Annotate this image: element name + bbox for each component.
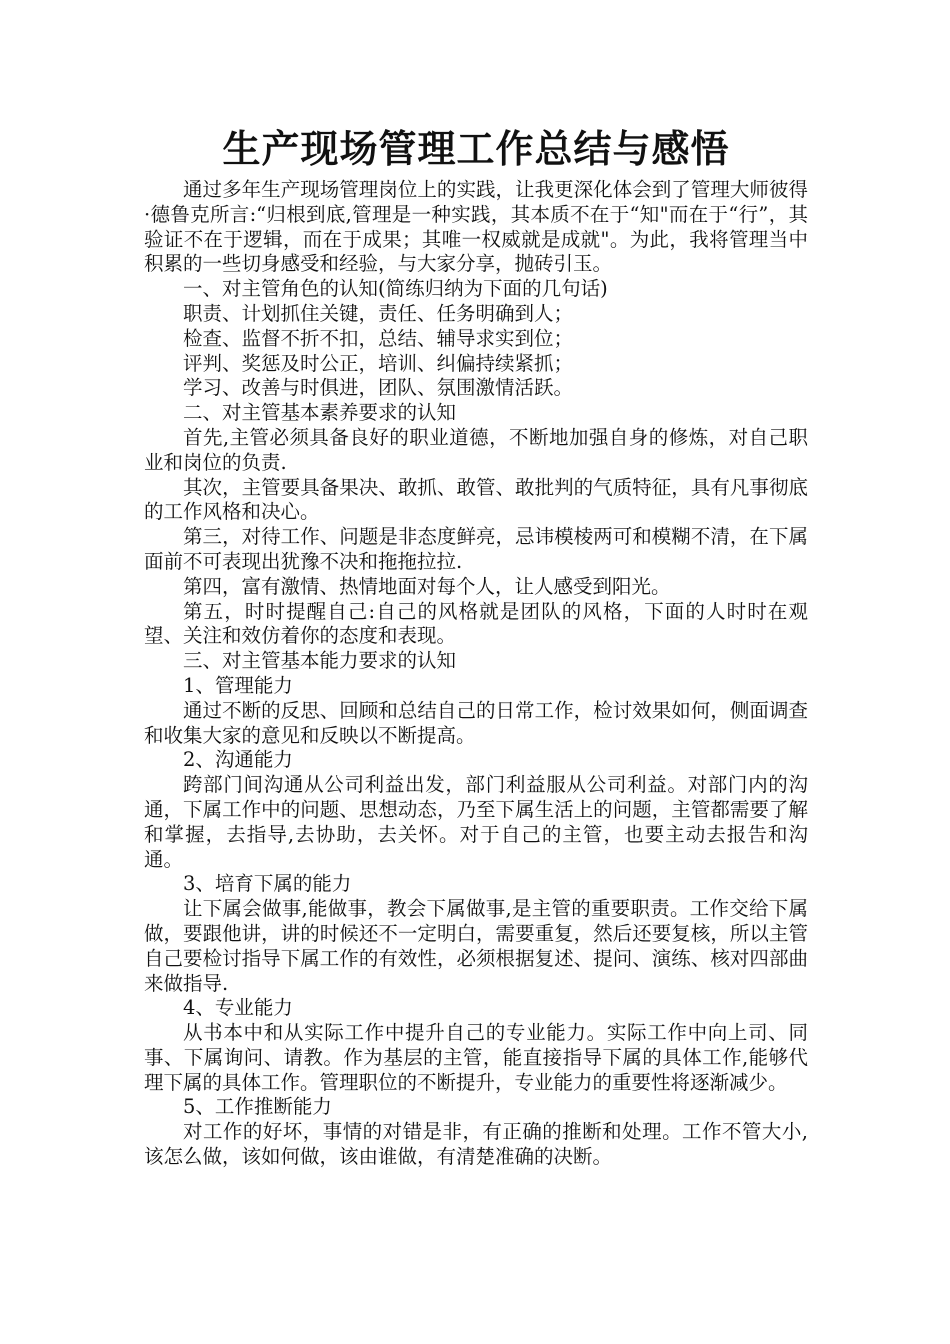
subheading-professional: 4、专业能力 (183, 996, 293, 1020)
section-heading-2: 二、对主管基本素养要求的认知 (183, 401, 457, 425)
list-item: 学习、改善与时俱进，团队、氛围激情活跃。 (183, 376, 574, 400)
body-paragraph: 第五，时时提醒自己:自己的风格就是团队的风格，下面的人时时在观望、关注和效仿着你的态度和表现。 (144, 599, 808, 648)
list-item: 评判、奖惩及时公正，培训、纠偏持续紧抓； (183, 351, 574, 375)
subheading-communication: 2、沟通能力 (183, 748, 293, 772)
body-paragraph: 从书本中和从实际工作中提升自己的专业能力。实际工作中向上司、同事、下属询问、请教。作为基层的主管，能直接指导下属的具体工作,能够代理下属的具体工作。管理职位的不断提升，专业能力的重要性将逐渐减少。 (144, 1021, 808, 1094)
subheading-training: 3、培育下属的能力 (183, 872, 352, 896)
body-paragraph: 第四，富有激情、热情地面对每个人，让人感受到阳光。 (183, 574, 671, 598)
body-paragraph: 首先,主管必须具备良好的职业道德，不断地加强自身的修炼，对自己职业和岗位的负责. (144, 425, 808, 474)
document-title: 生产现场管理工作总结与感悟 (222, 127, 730, 171)
subheading-management: 1、管理能力 (183, 673, 293, 697)
intro-paragraph: 通过多年生产现场管理岗位上的实践，让我更深化体会到了管理大师彼得·德鲁克所言:“归根到底,管理是一种实践，其本质不在于“知"而在于“行”，其验证不在于逻辑，而在于成果；其唯一权威就是成就"。为此，我将管理当中积累的一些切身感受和经验，与大家分享，抛砖引玉。 (144, 178, 808, 276)
document-page (144, 120, 808, 1170)
subheading-judgement: 5、工作推断能力 (183, 1095, 332, 1119)
section-heading-1: 一、对主管角色的认知(简练归纳为下面的几句话) (183, 277, 608, 301)
list-item: 检查、监督不折不扣，总结、辅导求实到位； (183, 326, 574, 350)
body-paragraph: 第三，对待工作、问题是非态度鲜亮，忌讳模棱两可和模糊不清，在下属面前不可表现出犹豫不决和拖拖拉拉. (144, 525, 808, 573)
body-paragraph: 通过不断的反思、回顾和总结自己的日常工作，检讨效果如何，侧面调查和收集大家的意见和反映以不断提高。 (144, 698, 808, 747)
body-paragraph: 对工作的好坏，事情的对错是非，有正确的推断和处理。工作不管大小,该怎么做，该如何做，该由谁做，有清楚准确的决断。 (144, 1120, 808, 1169)
list-item: 职责、计划抓住关键，责任、任务明确到人； (183, 301, 574, 325)
body-paragraph: 让下属会做事,能做事，教会下属做事,是主管的重要职责。工作交给下属做，要跟他讲，讲的时候还不一定明白，需要重复，然后还要复核，所以主管自己要检讨指导下属工作的有效性，必须根据复述、提问、演练、核对四部曲来做指导. (144, 897, 808, 995)
section-heading-3: 三、对主管基本能力要求的认知 (183, 649, 457, 673)
body-paragraph: 其次，主管要具备果决、敢抓、敢管、敢批判的气质特征，具有凡事彻底的工作风格和决心。 (144, 475, 808, 524)
body-paragraph: 跨部门间沟通从公司利益出发，部门利益服从公司利益。对部门内的沟通，下属工作中的问题、思想动态，乃至下属生活上的问题，主管都需要了解和掌握，去指导,去协助，去关怀。对于自己的主管，也要主动去报告和沟通。 (144, 773, 808, 871)
